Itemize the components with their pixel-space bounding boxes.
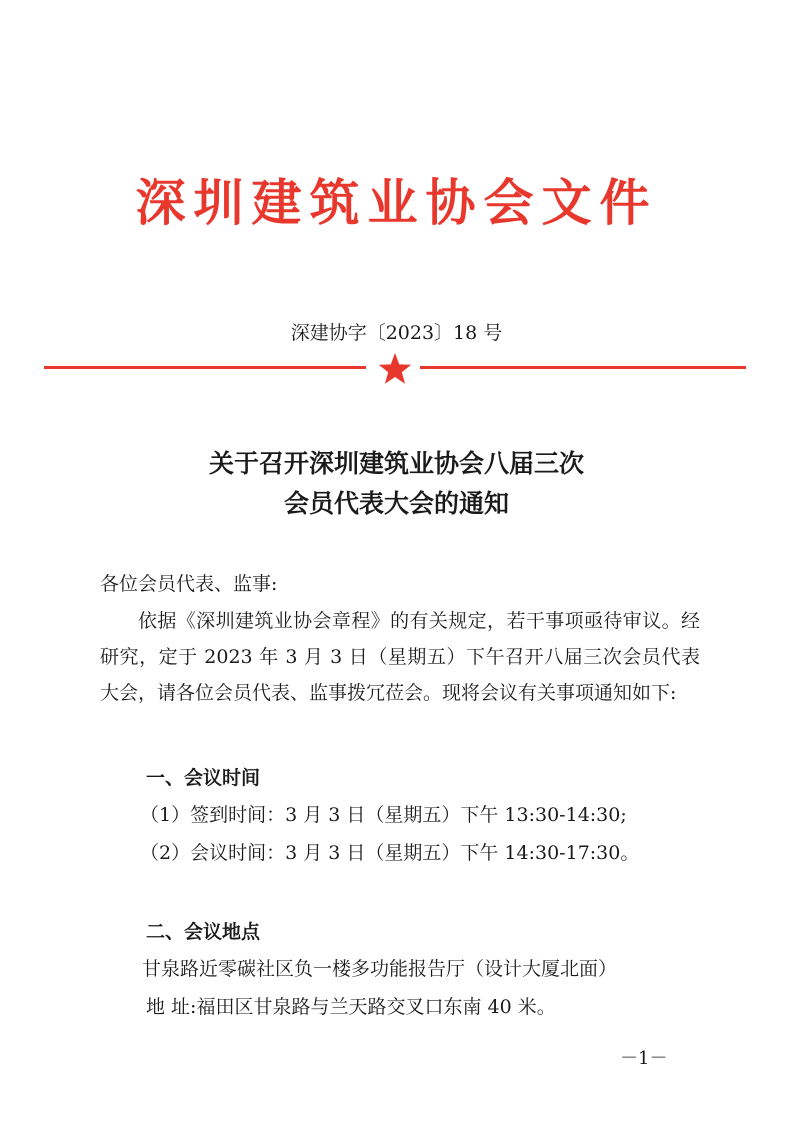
org-document-title: 深圳建筑业协会文件 [135,173,658,232]
page-number: －1－ [620,1048,668,1069]
notice-title [0,444,793,524]
time-item-meeting: （2）会议时间：3 月 3 日（星期五）下午 14:30-17:30。 [140,842,640,864]
divider-line-right [420,366,746,369]
time-item-checkin: （1）签到时间：3 月 3 日（星期五）下午 13:30-14:30; [140,804,627,826]
document-number: 深建协字〔2023〕18 号 [290,322,503,344]
location-venue: 甘泉路近零碳社区负一楼多功能报告厅（设计大厦北面） [142,958,618,980]
section-heading-location: 二、会议地点 [146,921,261,943]
section-heading-time: 一、会议时间 [146,767,261,789]
body-paragraph [100,603,700,711]
salutation: 各位会员代表、监事: [100,573,278,595]
star-icon [378,352,412,386]
notice-title-line-2: 会员代表大会的通知 [283,489,509,518]
divider-line-left [44,366,366,369]
body-paragraph-text: 依据《深圳建筑业协会章程》的有关规定，若干事项亟待审议。经研究，定于 2023 年 3 月 3 日（星期五）下午召开八届三次会员代表大会，请各位会员代表、监事拨冗莅会。现将会议有关事项通知如下: [100,610,700,704]
location-address: 地 址:福田区甘泉路与兰天路交叉口东南 40 米。 [146,996,556,1018]
notice-title-line-1: 关于召开深圳建筑业协会八届三次 [208,449,584,478]
red-divider [44,358,746,378]
